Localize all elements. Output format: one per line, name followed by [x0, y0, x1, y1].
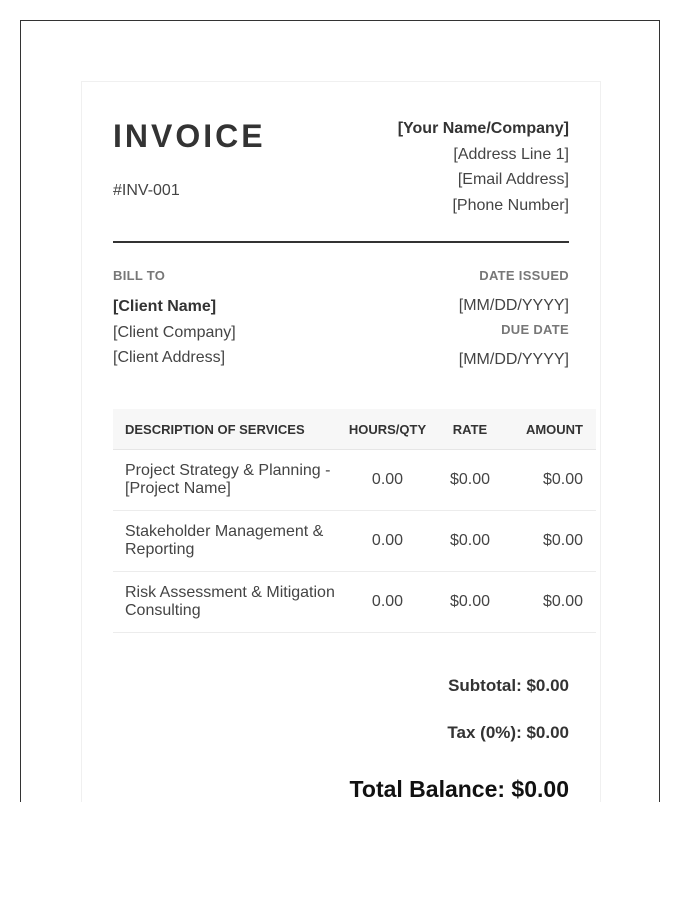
bill-to-block [113, 268, 236, 371]
company-address: [Address Line 1] [453, 145, 569, 163]
invoice-header [113, 82, 569, 243]
row-rate: $0.00 [440, 450, 500, 511]
total-balance: Total Balance: $0.00 [349, 776, 569, 802]
row-description: Project Strategy & Planning - [Project Name] [113, 450, 335, 511]
services-table [113, 409, 596, 633]
invoice-content [113, 82, 583, 802]
invoice-number: #INV-001 [113, 182, 180, 199]
document-viewport [20, 20, 660, 802]
company-info [398, 116, 569, 218]
invoice-title: INVOICE [113, 118, 266, 154]
client-address: [Client Address] [113, 349, 226, 366]
row-rate: $0.00 [440, 511, 500, 572]
client-company: [Client Company] [113, 323, 236, 341]
row-description: Risk Assessment & Mitigation Consulting [113, 572, 335, 633]
invoice-sheet [81, 81, 601, 802]
billing-section [113, 243, 569, 409]
row-qty: 0.00 [335, 450, 440, 511]
row-description: Stakeholder Management & Reporting [113, 511, 335, 572]
row-amount: $0.00 [500, 511, 596, 572]
table-row [113, 572, 596, 633]
date-issued-value: [MM/DD/YYYY] [458, 297, 569, 314]
table-row [113, 511, 596, 572]
row-qty: 0.00 [335, 511, 440, 572]
dates-block [459, 268, 569, 370]
date-issued-label: DATE ISSUED [479, 268, 569, 283]
subtotal: Subtotal: $0.00 [448, 676, 569, 695]
company-email: [Email Address] [457, 171, 569, 188]
company-phone: [Phone Number] [452, 196, 569, 214]
company-name: [Your Name/Company] [397, 120, 569, 137]
header-amount: AMOUNT [500, 409, 596, 450]
header-description: DESCRIPTION OF SERVICES [113, 409, 335, 450]
table-header-row [113, 409, 596, 450]
header-rate: RATE [440, 409, 500, 450]
row-qty: 0.00 [335, 572, 440, 633]
header-hours-qty: HOURS/QTY [335, 409, 440, 450]
due-date-label: DUE DATE [501, 322, 569, 337]
table-row [113, 450, 596, 511]
client-name: [Client Name] [113, 298, 217, 315]
row-rate: $0.00 [440, 572, 500, 633]
row-amount: $0.00 [500, 572, 596, 633]
totals-section [113, 674, 569, 802]
bill-to-label: BILL TO [113, 268, 166, 283]
tax: Tax (0%): $0.00 [447, 723, 569, 742]
row-amount: $0.00 [500, 450, 596, 511]
due-date-value: [MM/DD/YYYY] [458, 351, 569, 368]
